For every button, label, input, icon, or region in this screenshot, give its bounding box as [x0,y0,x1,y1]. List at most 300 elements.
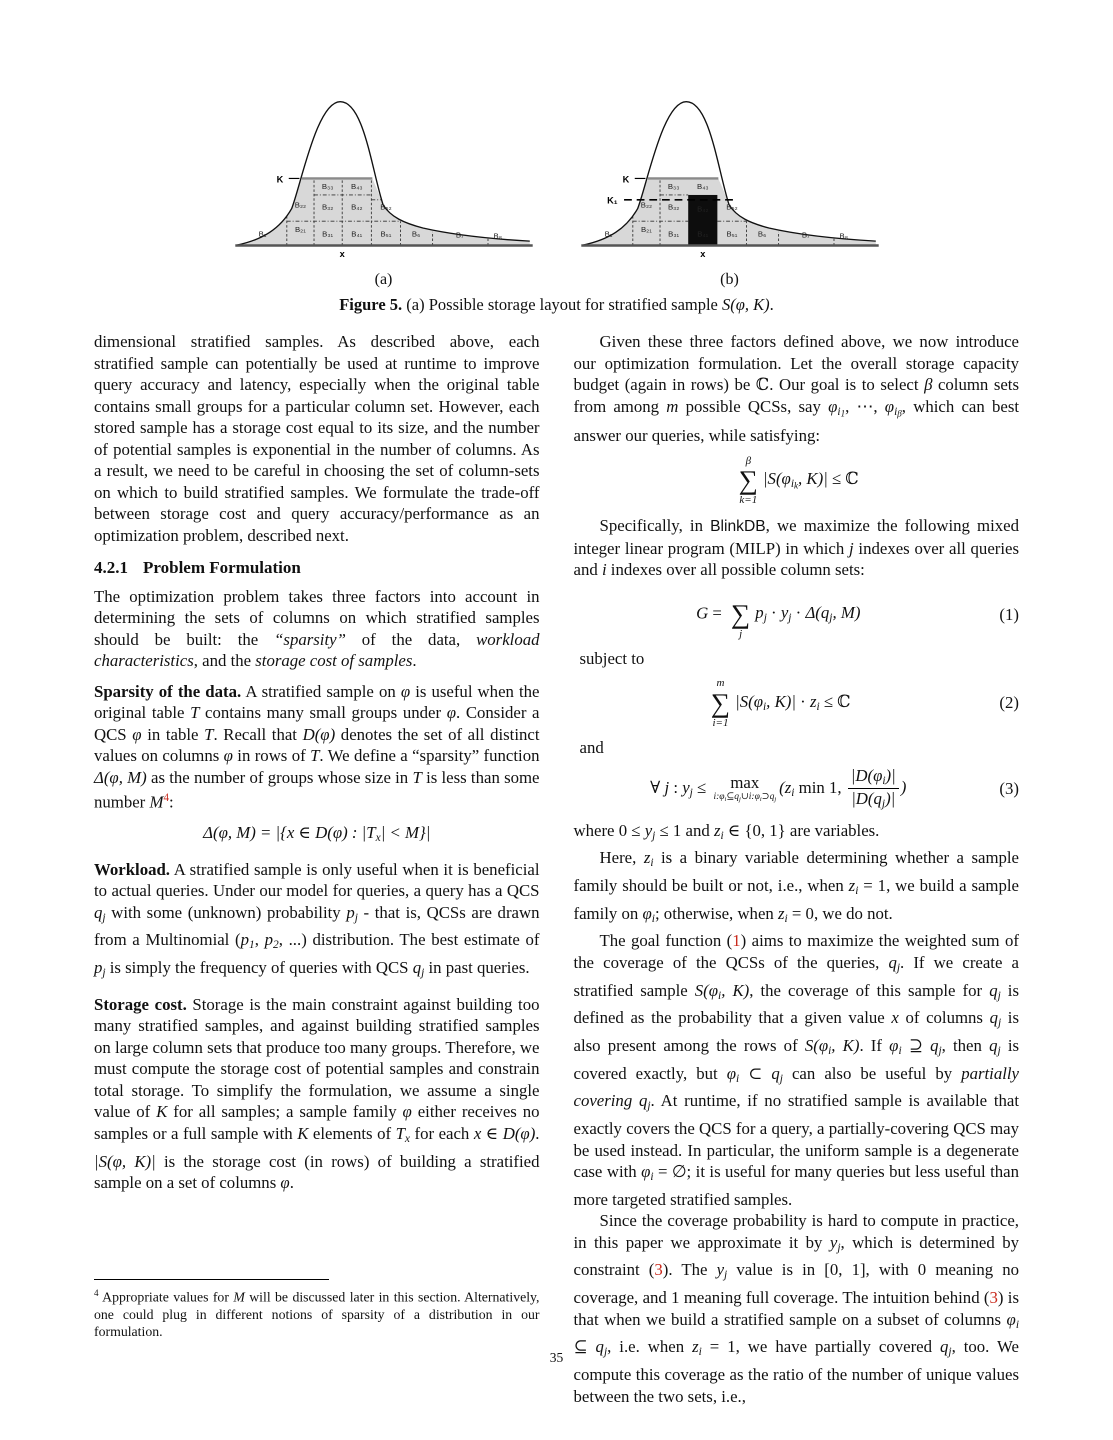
text-segment: A stratified sample is only useful when it is beneficial to actual queries. Under our model for queries, a query has a QCS [94,859,540,901]
text-segment: Since the coverage probability is hard to compute in practice, in this paper we approximate it by [573,1211,1019,1252]
text-segment: = 1, we build a sample family on [573,876,1019,923]
text-segment: · [791,603,806,623]
max-subscript [713,793,776,803]
text-segment: “sparsity” [274,629,346,649]
block-b1: B₁ [604,229,612,239]
text-segment: partially covering [573,1063,1019,1111]
equation-1-body [574,589,984,640]
text-segment: is also present among the rows of [573,1008,1019,1056]
text-segment: j [997,1045,1001,1058]
text-segment: φ [132,724,142,744]
text-segment: · [766,603,781,623]
text-segment: K [156,1102,168,1122]
equation-2 [574,677,1020,728]
ref-link[interactable]: 3 [989,1288,998,1308]
text-segment: , M) [832,603,861,623]
text-segment: i [784,912,788,925]
text-segment: j [881,798,886,811]
text-segment: ⊆q [726,791,740,802]
text-segment: 4 [94,1287,99,1298]
text-segment: i [816,701,820,714]
text-segment: m [666,396,679,416]
text-segment: i [828,1045,832,1058]
k-axis-label: K [622,174,629,185]
text-segment: BlinkDB [710,518,766,536]
text-segment: q [771,1063,780,1083]
text-segment: φ [280,1173,290,1193]
text-segment: x [891,1008,899,1028]
text-segment: i [650,1171,654,1184]
text-segment: Figure 5. [339,295,403,314]
text-segment: can also be useful by [782,1063,962,1083]
text-segment: i [855,885,859,898]
text-segment: j [664,777,670,797]
text-segment: φ [726,1063,737,1083]
text-segment: , which is determined by constraint ( [573,1232,1019,1280]
footnote-text [94,1285,540,1341]
text-segment: , K) [721,980,750,1000]
ref-link[interactable]: 4 [163,792,169,804]
text-segment: 1 [840,408,846,419]
paragraph-sparsity [94,681,540,814]
text-segment: . If we create a stratified sample [573,952,1019,1000]
text-segment: . Recall that [213,724,303,744]
text-segment: φ [446,703,456,722]
paragraph-intro [94,331,540,546]
text-segment: workload characteristics [94,629,540,670]
text-segment: i [718,989,722,1002]
body-columns [0,331,1113,1407]
text-segment: i [790,478,794,491]
equation-3-body [574,766,984,812]
text-segment: j [647,1100,651,1113]
equation-rhs [735,691,851,714]
max-operator [713,772,777,803]
text-segment: for each [410,1123,474,1143]
text-segment: is defined as the probability that a given value [573,980,1019,1028]
block-b42: B₄₂ [696,204,708,214]
text-segment: ; otherwise, when [654,903,778,923]
text-segment: q [989,1008,998,1028]
text-segment: q [412,958,422,978]
sigma-glyph: ∑ [738,465,758,496]
text-segment: A stratified sample on [241,681,401,701]
paragraph-coverage-approx [574,1210,1020,1407]
text-segment: either receives no samples or a full sample with [94,1102,540,1143]
equation-sparsity-definition [94,822,540,850]
sum-upper-limit: m [716,677,725,690]
footnote-4 [94,1279,540,1341]
equation-mid [779,778,846,797]
text-segment: min 1, [794,777,846,797]
text-segment: i [724,795,727,803]
text-segment: j [102,967,106,980]
text-segment: i [898,1045,902,1058]
text-segment: in rows of [232,746,311,765]
text-segment: = [708,603,727,623]
text-segment: j [763,612,767,625]
text-segment: with some (unknown) probability [105,902,347,922]
text-segment: : [169,792,174,812]
equation-3 [574,766,1020,812]
block-b31: B₃₁ [321,229,333,239]
max-word: max [730,772,760,792]
text-segment: φ [641,1162,651,1182]
text-segment: z [809,691,817,711]
text-segment: in past queries. [424,958,530,978]
text-segment: ≤ ℂ [819,691,851,711]
text-segment: = 1, we have partially covered [701,1337,940,1357]
text-segment: denotes the set of all distinct values on columns [94,724,540,765]
text-segment: y [780,603,789,623]
block-b51: B₅₁ [725,229,737,239]
text-segment: β [897,408,902,419]
equation-storage-budget [574,455,1020,506]
text-segment: q [930,1036,939,1056]
subfigure-b-label: (b) [720,271,739,288]
text-segment: q [638,1091,648,1111]
block-b21: B₂₁ [294,224,306,234]
summation-symbol [731,589,750,640]
text-segment: , which can best answer our queries, while satisfying: [573,396,1020,445]
text-segment: q [888,952,897,972]
block-b33: B₃₃ [321,182,333,192]
text-segment: , K) [831,1036,860,1056]
text-segment: Storage cost. [94,994,187,1014]
text-segment: M [233,1289,245,1305]
ref-link[interactable]: 3 [654,1260,663,1280]
text-segment: - that is, QCSs are drawn from a Multinomial ( [94,902,540,950]
text-segment: p [94,958,103,978]
sum-upper-limit: β [745,455,752,468]
text-segment: x ∈ D(φ) [473,1123,536,1143]
text-segment: Appropriate values for [98,1289,234,1305]
block-b32: B₃₂ [667,202,679,212]
text-segment: Sparsity of the data. [94,681,242,701]
block-b7: B₇ [455,230,464,240]
text-segment: k [794,481,799,492]
text-segment: in table [141,724,205,744]
text-segment: j [774,795,777,803]
text-segment: Δ(φ, M) = |{x ∈ D(φ) : |T [203,823,376,843]
text-segment: z [778,903,785,923]
text-segment: storage cost of samples [255,651,413,670]
text-segment: z [692,1337,699,1357]
summation-symbol [711,677,730,728]
text-segment: ) is that when we build a stratified sample on a subset of columns [573,1288,1019,1329]
text-segment: Workload. [94,859,170,879]
text-segment: is the storage cost (in rows) of building a stratified sample on a set of columns [94,1151,540,1193]
text-segment: Δ(φ, M) [94,767,147,787]
sum-lower-limit: k=1 [739,494,758,507]
text-segment: T [395,1123,405,1143]
text-segment: The optimization problem takes three factors into account in determining the sets of columns on which stratified samples should be built: the [94,586,540,649]
text-segment: z [643,848,651,868]
text-segment: T [310,746,320,765]
text-segment: , we maximize the following mixed integer linear program (MILP) in which [573,516,1019,558]
figure-5b [579,90,881,289]
text-segment: i [882,775,886,788]
equation-2-number: (2) [999,693,1019,713]
text-segment: | < M}| [380,823,431,843]
footnote-rule [94,1279,329,1280]
text-segment: where 0 ≤ [573,820,645,840]
text-segment: j [689,786,693,799]
text-segment: , [254,930,265,950]
text-segment: S(φ, K) [722,295,770,314]
text-segment: i [720,829,724,842]
text-segment: q [940,1337,949,1357]
k1-axis-label: K₁ [606,195,618,206]
text-segment: is less than some number [94,767,540,812]
x-axis-label: x [699,249,705,260]
text-segment: j [779,1072,783,1085]
text-segment: j [997,1017,1002,1030]
x-axis-label: x [339,249,345,260]
text-segment: Specifically, in [599,516,711,536]
text-segment: will be discussed later in this section. Alternatively, one could plug in different notions of sparsity of a distribution in our formulation. [94,1289,540,1340]
block-b52: B₅₂ [379,202,392,212]
text-segment: ) [900,777,907,797]
text-segment: j [948,1346,952,1359]
equation-3-number: (3) [999,779,1019,799]
text-segment: i [763,701,767,714]
text-segment: j [739,795,741,803]
subject-to-label: subject to [579,648,645,668]
text-segment: φ [889,1036,899,1056]
block-b8: B₈ [839,231,848,241]
block-b41: B₄₁ [350,229,362,239]
text-segment: φ [223,746,233,765]
text-segment: Δ(q [805,603,830,623]
text-segment: Storage is the main constraint against building too many stratified samples, and against building stratified samples on large column sets that produce too many groups. Therefore, we must compute the storage cost of potential samples and constrain total storage. To simplify the formulation, we assume a single value of [94,994,540,1122]
text-segment: is a binary variable determining whether a sample family should be built or not, i.e., when [573,848,1019,896]
figure-5a-svg [233,90,535,263]
text-segment: y [682,777,690,797]
block-b31: B₃₁ [667,229,679,239]
text-segment: i [894,405,898,418]
paragraph-workload [94,859,540,985]
text-segment: j [652,829,656,842]
text-segment: is covered exactly, but [573,1036,1020,1083]
text-segment: φ [884,396,895,416]
block-b33: B₃₃ [667,182,679,192]
section-number: 4.2.1 [94,558,128,577]
block-b21: B₂₁ [640,224,652,234]
text-segment: i [759,795,762,803]
block-b32: B₃₂ [321,202,333,212]
text-segment: φ [1006,1309,1016,1329]
text-segment: = 0, we do not. [787,903,893,923]
equation-1-number: (1) [999,604,1019,624]
text-segment: i [650,857,654,870]
equation-rhs [755,603,861,625]
figure-5-panels [0,90,1113,289]
text-segment: ∪i:φ [740,791,760,802]
text-segment: p [264,930,274,950]
text-segment: ∀ [650,777,665,797]
text-segment: ⊃q [761,791,775,802]
equation-body [762,469,859,492]
equation-close [901,778,907,797]
paragraph-binary-variable [574,847,1020,930]
text-segment: ⊇ [901,1036,931,1056]
text-segment: q [989,1036,998,1056]
section-heading [94,557,540,579]
block-b51: B₅₁ [379,229,391,239]
block-b6: B₆ [757,229,766,239]
text-segment: of the data, [345,629,477,649]
left-column [94,331,540,1341]
text-segment: , i.e. when [607,1337,693,1357]
text-segment: ≤ [692,777,711,797]
subfigure-a-label: (a) [374,271,393,288]
block-b7: B₇ [801,230,810,240]
text-segment: ≤ ℂ [827,469,859,489]
block-b43: B₄₃ [696,182,709,192]
text-segment: . [412,651,417,670]
fraction-numerator [848,766,899,789]
block-b52: B₅₂ [725,202,738,212]
text-segment: Here, [599,848,644,868]
summation-symbol [739,455,758,506]
text-segment: )| [885,789,896,809]
text-segment: T [204,724,214,744]
sum-lower-limit: j [739,627,743,640]
text-segment: ≤ 1 and [655,820,714,840]
text-segment: j [997,989,1001,1002]
equation-1 [574,589,1020,640]
text-segment: 1 [249,939,255,952]
text-segment: y [644,820,653,840]
text-segment: x [375,832,381,845]
text-segment: K [297,1123,309,1143]
text-segment: q [989,980,998,1000]
text-segment: indexes over all possible column sets: [606,560,865,580]
page-number: 35 [549,1350,564,1365]
text-segment: , K)| [798,469,828,489]
and-label: and [579,737,604,757]
text-segment: |D(q [851,789,882,809]
text-segment: i [651,912,655,925]
text-segment: ⊆ [573,1337,596,1357]
text-segment: , ...) distribution. The best estimate of [278,930,540,950]
text-segment: , too. We compute this coverage as the ratio of the number of unique values between the two sets, i.e., [573,1337,1019,1406]
text-segment: j [938,1045,942,1058]
text-segment: is useful when the original table [94,681,540,722]
fraction [848,766,899,812]
paragraph-storage-cost [94,994,540,1194]
text-segment: φ [828,396,838,416]
text-segment: j [603,1346,608,1359]
text-segment: , ⋯, [845,396,885,416]
text-segment: |S(φ, K)| [94,1151,156,1171]
text-segment: j [421,967,425,980]
text-segment: y [829,1232,838,1252]
fraction-denominator [848,789,899,811]
text-segment: q [94,902,103,922]
text-segment: for all samples; a sample family [167,1102,403,1122]
figure-5a [233,90,535,289]
text-segment: j [849,538,854,558]
k-axis-label: K [276,174,283,185]
text-segment: . [769,295,774,314]
equation-lhs [650,778,710,797]
sigma-glyph: ∑ [710,687,731,718]
text-segment: indexes over all queries and [573,538,1019,580]
figure-caption [0,295,1113,315]
text-segment: j [102,911,106,924]
text-segment: . [289,1173,294,1193]
text-segment: , the coverage of this sample for [749,980,990,1000]
block-b41: B₄₁ [696,229,708,239]
ref-link[interactable]: 1 [732,931,741,951]
text-segment: contains many small groups under [199,703,447,722]
block-b43: B₄₃ [350,182,363,192]
sum-lower-limit: i=1 [712,716,729,729]
text-segment: j [829,612,833,625]
equation-lhs [696,603,726,622]
text-segment: as the number of groups whose size in [146,767,413,787]
text-segment: (z [779,777,792,797]
text-segment: φ [642,903,652,923]
text-segment: |D(φ [850,766,883,786]
text-segment: |S(φ [762,469,791,489]
text-segment: j [724,1269,728,1282]
text-segment: possible QCSs, say [678,396,829,416]
text-segment: : [669,777,683,797]
text-segment: β [924,375,933,394]
text-segment: · [795,691,810,711]
figure-5b-svg [579,90,881,263]
block-b22: B₂₂ [294,200,306,210]
text-segment: |S(φ [735,691,763,711]
paragraph-goal-function [574,930,1020,1210]
text-segment: T [190,703,200,722]
text-segment: p [346,902,355,922]
text-segment: . [535,1123,540,1143]
text-segment: i [601,560,607,580]
text-segment: j [788,612,792,625]
text-segment: 2 [273,939,279,952]
text-segment: i [698,1346,702,1359]
text-segment: q [595,1337,604,1357]
text-segment: . Consider a QCS [94,703,540,744]
text-segment: = ∅; it is useful for many queries but less useful than more targeted stratified samples. [573,1162,1019,1209]
block-b1: B₁ [258,229,266,239]
block-b8: B₈ [493,231,502,241]
text-segment: M [149,792,164,812]
block-b6: B₆ [411,229,420,239]
text-segment: of columns [898,1008,990,1028]
text-segment: is simply the frequency of queries with QCS [105,958,413,978]
text-segment: ⊂ [739,1063,772,1083]
text-segment: value is in [0, 1], with 0 meaning no coverage, and 1 meaning full coverage. The intuition behind ( [573,1260,1019,1308]
text-segment: ) aims to maximize the weighted sum of the coverage of the QCSs of the queries, [573,931,1019,972]
text-segment: ). The [662,1260,717,1280]
block-b42: B₄₂ [350,202,362,212]
text-segment: i [736,1072,740,1085]
text-segment: G [696,603,709,623]
text-segment: i [837,405,841,418]
figure-5 [0,0,1113,315]
equation-2-body [574,677,984,728]
text-segment: j [837,1241,841,1254]
text-segment: j [354,911,358,924]
paragraph-formulation-intro [574,331,1020,446]
right-column [574,331,1020,1407]
text-segment: φ [402,1102,412,1122]
